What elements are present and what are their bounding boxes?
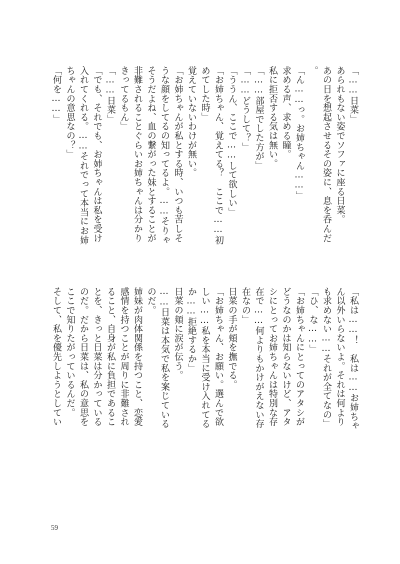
text-column: しい……私を本当に受け入れてる: [199, 287, 210, 429]
text-column: 在なの」: [240, 287, 250, 325]
text-column: 覚えていないわけが無い。: [186, 66, 196, 178]
text-column: か……拒絶するか」: [186, 287, 196, 373]
text-column: そうだよね、血の繋がった妹とすることが: [145, 66, 156, 243]
text-column: ること、自身が私に負担であるこ: [105, 287, 115, 427]
text-column: シにとってお姉ちゃんは特別な存: [267, 287, 277, 427]
text-column: あられもない姿でソファに座る日菜。: [334, 66, 345, 225]
text-column: 入れてくれる。……それでって本当にお姉: [78, 66, 88, 245]
text-column: どうなのかは知らないけど、アタ: [280, 287, 291, 427]
text-column: そして、私を優先しようとしてい: [51, 287, 61, 427]
text-column: 姉妹が肉体関係を持つこと、恋愛: [132, 287, 142, 427]
text-column: 「ん……っ。お姉ちゃん……」: [294, 66, 304, 201]
text-column: 「お姉ちゃんにとってのアタシが: [294, 287, 304, 427]
text-column: 私に拒否する気は無い。: [267, 66, 277, 169]
text-column: も求めない……それが全てなの」: [321, 287, 331, 429]
text-column: のだ。: [145, 287, 156, 315]
text-column: 「お姉ちゃんが私とする時、いつも苦しそ: [172, 66, 183, 243]
text-column: ここで知りたがっているんだ。: [64, 287, 75, 418]
text-column: 。: [307, 66, 318, 76]
text-column: 「ううん、ここで……して欲しい」: [226, 66, 237, 217]
text-column: 「……日菜」: [348, 66, 358, 124]
text-column: 感情を持つことが周りに非難され: [118, 287, 129, 427]
text-column: ……日菜は本気で私を案じている: [159, 287, 169, 429]
text-column: 「お姉ちゃん、覚えてる？ ここで……初: [213, 66, 223, 245]
text-column: ん以外いらないよ。それは何より: [334, 287, 345, 427]
text-column: 「……どうして？」: [240, 66, 250, 152]
text-column: 「私は……！ 私は……お姉ちゃ: [348, 287, 358, 431]
text-column: うな顔をしてるの知ってるよ。……そりゃ: [159, 66, 169, 245]
text-column: 「……日菜」: [105, 66, 115, 124]
text-column: 「何を……」: [51, 66, 61, 124]
text-column: 日菜の手が頬を撫でる。: [226, 287, 237, 390]
text-column: めてした時」: [199, 66, 210, 122]
text-column: 非難されることぐらいお姉ちゃんは分かり: [132, 66, 142, 243]
text-column: 「でも、それでも、お姉ちゃんは私を受け: [91, 66, 102, 243]
text-column: のだ。だから日菜は、私の意思を: [78, 287, 88, 427]
text-column: 求める声、求める瞳。: [280, 66, 291, 159]
text-column: きってるもん」: [118, 66, 129, 132]
text-column: 在で……何よりもかけがえない存: [253, 287, 264, 429]
text-column: 「ひ、な……」: [307, 287, 318, 355]
text-column: 「……部屋でした方が」: [253, 66, 264, 171]
text-column: あの日を想起させるその姿に、息を呑んだ: [321, 66, 331, 243]
text-column: とを、きっと日菜は分かっている: [91, 287, 102, 427]
text-column: ちゃんの意思なの？」: [64, 66, 75, 159]
text-column: 「お姉ちゃん、お願い。選んで欲: [213, 287, 223, 427]
page-number: 59: [51, 524, 58, 532]
text-column: 日菜の頬に涙が伝う。: [172, 287, 183, 380]
